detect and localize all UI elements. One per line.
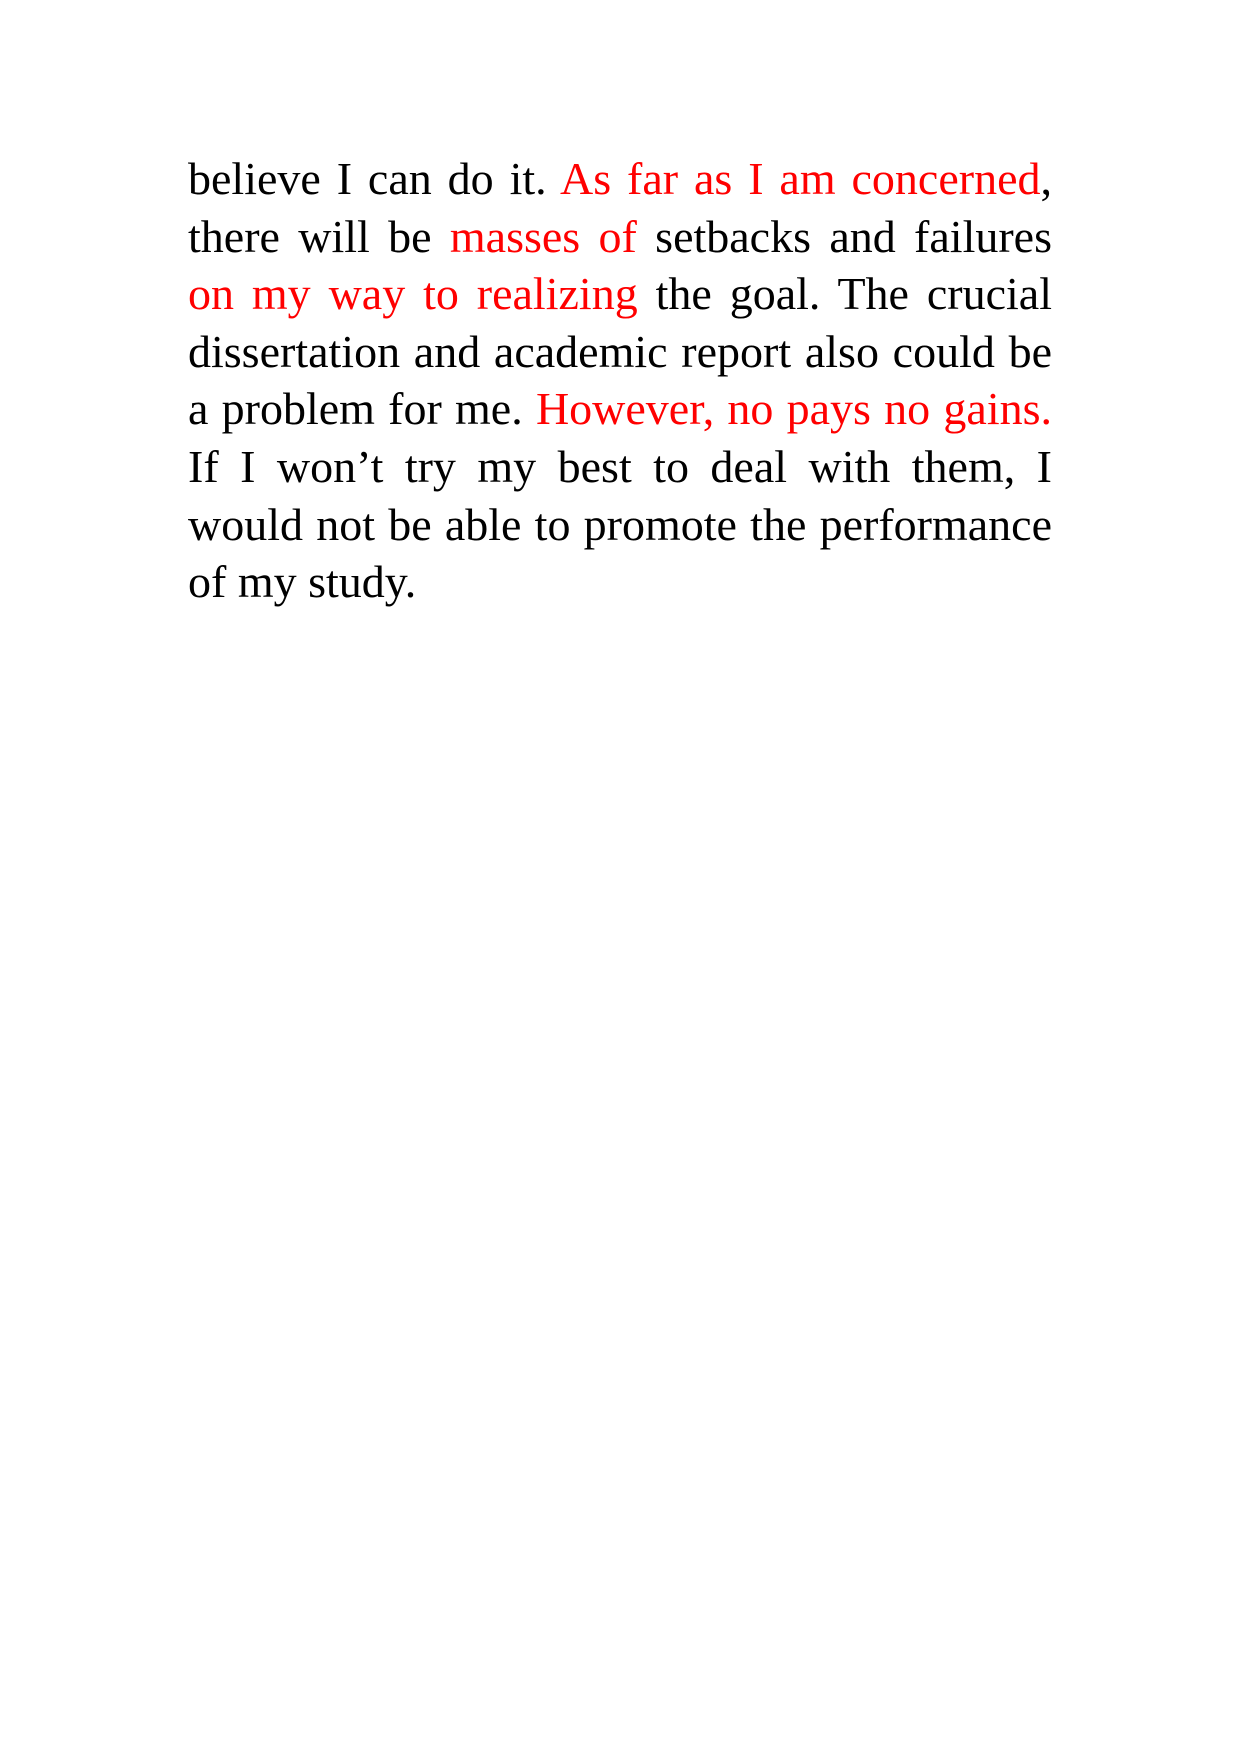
text-segment: setbacks and failures bbox=[636, 210, 1052, 262]
text-segment: If I won’t try my best to deal with them, I would not be able to promote the performance of my study. bbox=[188, 440, 1052, 608]
text-segment: , there will be bbox=[188, 153, 1052, 262]
highlighted-phrase: masses of bbox=[449, 210, 637, 262]
highlighted-phrase: on my way to realizing bbox=[188, 268, 638, 320]
highlighted-phrase: However, no pays no gains. bbox=[535, 383, 1052, 435]
highlighted-phrase: As far as I am concerned bbox=[560, 153, 1041, 204]
text-segment: believe I can do it. bbox=[188, 153, 560, 204]
body-paragraph bbox=[188, 150, 1052, 611]
text-segment: the goal. The crucial dissertation and academic report also could be a problem for me. bbox=[188, 268, 1052, 435]
